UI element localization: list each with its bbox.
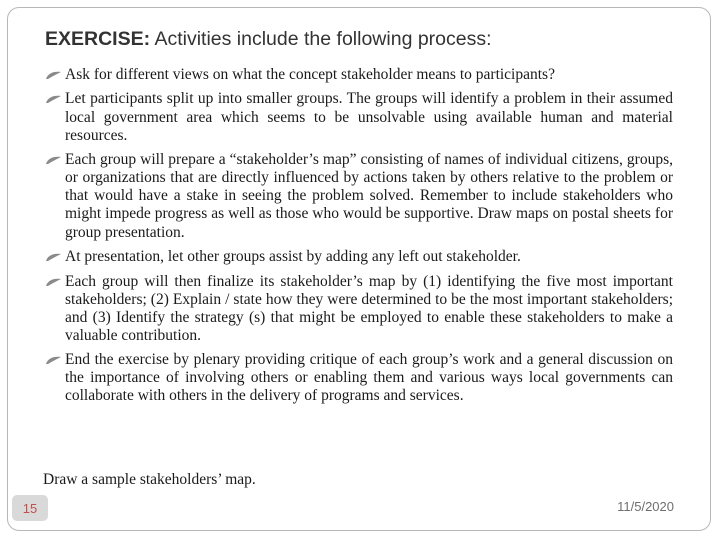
slide-number-text: 15 [22, 500, 38, 516]
leaf-arrow-icon [45, 94, 62, 104]
bullet-item [45, 151, 673, 241]
slide-number [12, 495, 48, 521]
title-rest: Activities include the following process: [150, 28, 492, 50]
bullet-item [45, 273, 673, 345]
leaf-arrow-icon [45, 355, 62, 365]
slide-title [45, 28, 492, 51]
leaf-arrow-icon [45, 155, 62, 165]
leaf-arrow-icon [45, 277, 62, 287]
leaf-arrow-icon [45, 252, 62, 262]
bullet-item [45, 66, 673, 84]
bullet-list [45, 66, 673, 412]
bullet-item [45, 248, 673, 266]
bullet-text: Let participants split up into smaller groups. The groups will identify a problem in their assumed local government area which seems to be unsolvable using available human and material resources. [65, 90, 673, 144]
leaf-arrow-icon [45, 70, 62, 80]
bullet-text: Each group will prepare a “stakeholder’s map” consisting of names of individual citizens, groups, or organizations that are directly influenced by actions taken by others relative to the problem or that would have a stake in seeing the problem solved. Remember to include stakeholders who might impede progress as well as those who would be supportive. Draw maps on postal sheets for group presentation. [65, 151, 673, 241]
bullet-text: At presentation, let other groups assist by adding any left out stakeholder. [65, 248, 521, 266]
bullet-item [45, 351, 673, 405]
bullet-text: Ask for different views on what the concept stakeholder means to participants? [65, 66, 555, 83]
bullet-text: End the exercise by plenary providing critique of each group’s work and a general discussion on the importance of involving others or enabling them and various ways local governments can collaborate with others in the delivery of programs and services. [65, 351, 673, 405]
bullet-text: Each group will then finalize its stakeholder’s map by (1) identifying the five most important stakeholders; (2) Explain / state how they were determined to be the most important stakeholders; and (3) Identify the strategy (s) that might be employed to enable these stakeholders to make a valuable contribution. [65, 272, 673, 344]
bullet-item [45, 90, 673, 144]
slide-date: 11/5/2020 [617, 499, 674, 514]
title-bold: EXERCISE: [45, 28, 151, 50]
closing-instruction: Draw a sample stakeholders’ map. [43, 471, 256, 488]
